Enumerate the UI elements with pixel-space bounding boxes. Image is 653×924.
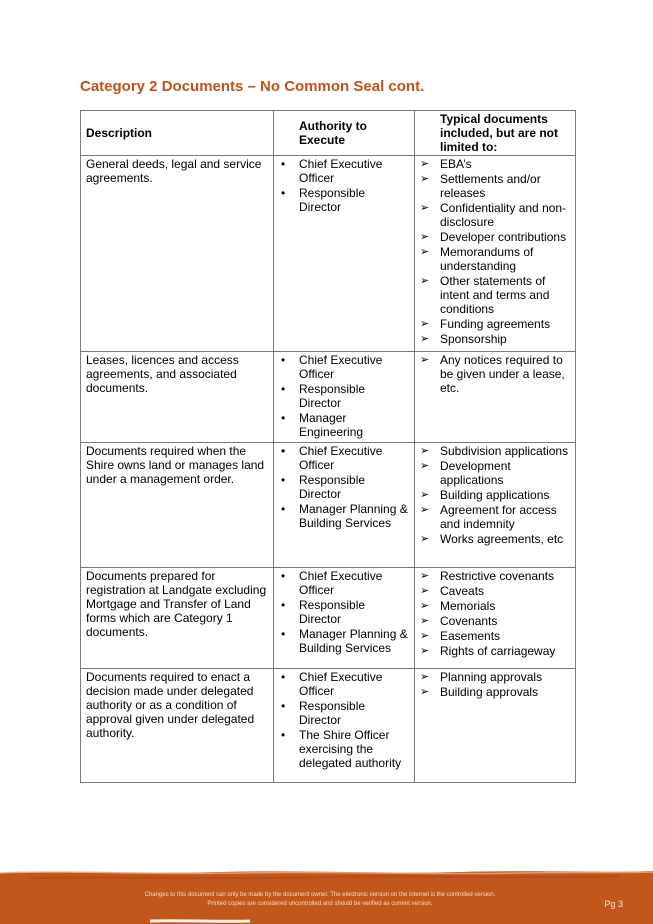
list-item: • Responsible Director [281, 598, 366, 626]
list-item: ➢ Sponsorship [420, 332, 507, 346]
footer-control-note: Changes to this document can only be made by the document owner. The electronic version on the internet is the controlled version. [144, 892, 496, 898]
list-item: ➢ Agreement for access and indemnity [420, 503, 557, 531]
table-row [81, 669, 576, 783]
description-cell: Documents prepared for registration at Landgate excluding Mortgage and Transfer of Land forms which are Category 1 documents. [81, 568, 274, 669]
bullet-icon: • [281, 353, 286, 367]
list-item: ➢ Settlements and/or releases [420, 172, 541, 200]
page-footer [0, 870, 653, 924]
list-item: ➢ Developer contributions [420, 230, 567, 244]
table-header-row [81, 111, 576, 156]
typical-documents-cell [415, 669, 576, 783]
bullet-icon: • [281, 728, 286, 742]
authority-list [279, 444, 409, 530]
section-heading: Category 2 Documents – No Common Seal cont. [80, 78, 425, 95]
bullet-icon: • [281, 699, 286, 713]
bullet-icon: • [281, 670, 286, 684]
arrow-bullet-icon: ➢ [420, 570, 430, 582]
typical-documents-cell [415, 156, 576, 352]
arrow-bullet-icon: ➢ [420, 671, 430, 683]
arrow-bullet-icon: ➢ [420, 645, 430, 657]
description-cell: General deeds, legal and service agreements. [81, 156, 274, 352]
arrow-bullet-icon: ➢ [420, 489, 430, 501]
bullet-icon: • [281, 569, 286, 583]
list-item: • Manager Planning & Building Services [281, 502, 408, 530]
arrow-bullet-icon: ➢ [420, 202, 430, 214]
list-item: • Chief Executive Officer [281, 444, 383, 472]
header-typical-documents: Typical documents included, but are not limited to: [415, 111, 576, 156]
list-item: ➢ Easements [420, 629, 501, 643]
list-item: ➢ Confidentiality and non-disclosure [420, 201, 567, 229]
bullet-icon: • [281, 157, 286, 171]
authority-cell [274, 669, 415, 783]
bullet-icon: • [281, 502, 286, 516]
list-item: ➢ Building approvals [420, 685, 539, 699]
authority-cell [274, 443, 415, 568]
list-item: • Chief Executive Officer [281, 157, 383, 185]
table-row [81, 156, 576, 352]
footer-uncontrolled-note: Printed copies are considered uncontrolled and should be verified as current version. [207, 901, 433, 907]
arrow-bullet-icon: ➢ [420, 354, 430, 366]
list-item: • Chief Executive Officer [281, 670, 383, 698]
bullet-icon: • [281, 444, 286, 458]
typical-documents-list [420, 353, 570, 395]
arrow-bullet-icon: ➢ [420, 173, 430, 185]
bullet-icon: • [281, 382, 286, 396]
list-item: • Responsible Director [281, 699, 366, 727]
table-row [81, 443, 576, 568]
list-item: • Responsible Director [281, 473, 366, 501]
list-item: ➢ Covenants [420, 614, 498, 628]
list-item: ➢ Memorandums of understanding [420, 245, 534, 273]
authority-cell [274, 352, 415, 443]
list-item: ➢ Building applications [420, 488, 550, 502]
list-item: • The Shire Officer exercising the delegated authority [281, 728, 402, 770]
arrow-bullet-icon: ➢ [420, 275, 430, 287]
arrow-bullet-icon: ➢ [420, 231, 430, 243]
authority-cell [274, 156, 415, 352]
typical-documents-cell [415, 443, 576, 568]
list-item: ➢ Works agreements, etc [420, 532, 564, 546]
list-item: ➢ EBA’s [420, 157, 472, 171]
bullet-icon: • [281, 473, 286, 487]
arrow-bullet-icon: ➢ [420, 333, 430, 345]
list-item: ➢ Other statements of intent and terms and conditions [420, 274, 550, 316]
typical-documents-list [420, 157, 570, 346]
arrow-bullet-icon: ➢ [420, 504, 430, 516]
description-cell: Documents required to enact a decision made under delegated authority or as a condition of approval given under delegated authority. [81, 669, 274, 783]
bullet-icon: • [281, 627, 286, 641]
list-item: ➢ Any notices required to be given under a lease, etc. [420, 353, 565, 395]
list-item: • Manager Engineering [281, 411, 364, 439]
arrow-bullet-icon: ➢ [420, 533, 430, 545]
typical-documents-cell [415, 352, 576, 443]
page-number: Pg 3 [604, 899, 623, 909]
header-description: Description [81, 111, 274, 156]
description-cell: Documents required when the Shire owns land or manages land under a management order. [81, 443, 274, 568]
typical-documents-list [420, 569, 570, 658]
authority-cell [274, 568, 415, 669]
bullet-icon: • [281, 411, 286, 425]
list-item: • Chief Executive Officer [281, 569, 383, 597]
arrow-bullet-icon: ➢ [420, 318, 430, 330]
list-item: • Responsible Director [281, 382, 366, 410]
list-item: ➢ Development applications [420, 459, 511, 487]
description-cell: Leases, licences and access agreements, and associated documents. [81, 352, 274, 443]
list-item: ➢ Restrictive covenants [420, 569, 555, 583]
table-row [81, 568, 576, 669]
authority-list [279, 670, 409, 770]
typical-documents-list [420, 670, 570, 699]
list-item: ➢ Caveats [420, 584, 485, 598]
list-item: ➢ Rights of carriageway [420, 644, 556, 658]
table-row [81, 352, 576, 443]
arrow-bullet-icon: ➢ [420, 460, 430, 472]
arrow-bullet-icon: ➢ [420, 246, 430, 258]
typical-documents-list [420, 444, 570, 546]
arrow-bullet-icon: ➢ [420, 615, 430, 627]
documents-table [80, 110, 576, 783]
authority-list [279, 157, 409, 214]
list-item: • Chief Executive Officer [281, 353, 383, 381]
list-item: ➢ Subdivision applications [420, 444, 569, 458]
typical-documents-cell [415, 568, 576, 669]
arrow-bullet-icon: ➢ [420, 600, 430, 612]
authority-list [279, 353, 409, 439]
arrow-bullet-icon: ➢ [420, 158, 430, 170]
arrow-bullet-icon: ➢ [420, 445, 430, 457]
arrow-bullet-icon: ➢ [420, 630, 430, 642]
bullet-icon: • [281, 186, 286, 200]
list-item: ➢ Memorials [420, 599, 496, 613]
arrow-bullet-icon: ➢ [420, 585, 430, 597]
list-item: ➢ Funding agreements [420, 317, 551, 331]
list-item: ➢ Planning approvals [420, 670, 543, 684]
arrow-bullet-icon: ➢ [420, 686, 430, 698]
header-authority: Authority to Execute [274, 111, 415, 156]
bullet-icon: • [281, 598, 286, 612]
list-item: • Responsible Director [281, 186, 366, 214]
authority-list [279, 569, 409, 655]
list-item: • Manager Planning & Building Services [281, 627, 408, 655]
